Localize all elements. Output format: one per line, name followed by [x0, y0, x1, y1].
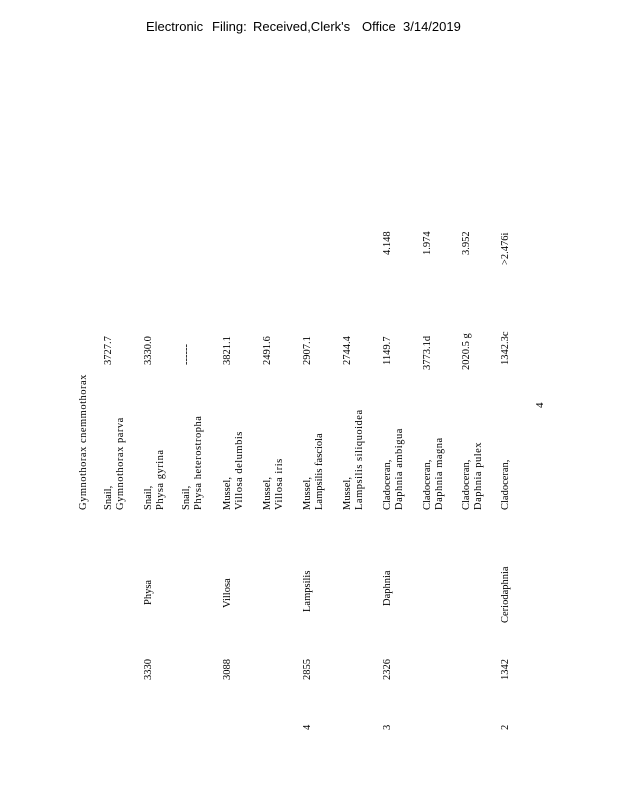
- num-cell: 4: [302, 724, 313, 730]
- gmav-cell: 2744.4: [342, 336, 353, 365]
- header-received: Received,Clerk's: [253, 19, 351, 34]
- species-cell: Gymnothorax cnemmothorax: [78, 374, 89, 510]
- gmav-cell: 3773.1d: [422, 335, 433, 370]
- header-electronic: Electronic: [146, 19, 204, 34]
- rank-cell: 1342: [500, 659, 511, 680]
- gmav-cell: 2020.5 g: [461, 333, 472, 370]
- header-date: 3/14/2019: [403, 19, 461, 34]
- genus-cell: Villosa: [222, 578, 233, 608]
- acr-cell: 3.952: [461, 231, 472, 255]
- gmav-cell: 3330.0: [143, 336, 154, 365]
- gmav-cell: 3727.7: [103, 336, 114, 365]
- filing-header: [0, 19, 618, 39]
- gmav-cell: 2491.6: [262, 336, 273, 365]
- species-cell: Mussel, Lampsilis siliquoidea: [342, 409, 365, 510]
- species-cell: Snail, Gymnothorax parva: [103, 417, 126, 510]
- num-cell: 2: [500, 724, 511, 730]
- genus-cell: Daphnia: [382, 570, 393, 606]
- genus-cell: Ceriodaphnia: [500, 566, 511, 623]
- rank-cell: 2855: [302, 659, 313, 680]
- page-number: 4: [534, 402, 546, 408]
- species-cell: Snail, Physa gyrina: [143, 449, 166, 510]
- species-cell: Cladoceran, Daphnia pulex: [461, 441, 484, 510]
- gmav-cell: 3821.1: [222, 336, 233, 365]
- rank-cell: 3330: [143, 659, 154, 680]
- header-office: Office: [362, 19, 396, 34]
- species-cell: Mussel, Lampsilis fasciola: [302, 433, 325, 510]
- species-cell: Mussel, Villosa iris: [262, 458, 285, 510]
- rank-cell: 3088: [222, 659, 233, 680]
- acr-cell: 4.148: [382, 231, 393, 255]
- species-cell: Cladoceran,: [500, 459, 511, 510]
- gmav-cell: ------: [181, 344, 192, 365]
- species-cell: Cladoceran, Daphnia ambigua: [382, 428, 405, 510]
- acr-cell: 1.974: [422, 231, 433, 255]
- gmav-cell: 1149.7: [382, 336, 393, 365]
- species-cell: Mussel, Villosa delumbis: [222, 431, 245, 510]
- header-filing: Filing:: [212, 19, 247, 34]
- genus-cell: Lampsilis: [302, 570, 313, 612]
- rank-cell: 2326: [382, 659, 393, 680]
- acr-cell: >2.476i: [500, 232, 511, 265]
- gmav-cell: 2907.1: [302, 336, 313, 365]
- gmav-cell: 1342.3c: [500, 331, 511, 365]
- species-cell: Snail, Physa heterostropha: [181, 415, 204, 510]
- num-cell: 3: [382, 724, 393, 730]
- genus-cell: Physa: [143, 579, 154, 605]
- species-cell: Cladoceran, Daphnia magna: [422, 437, 445, 510]
